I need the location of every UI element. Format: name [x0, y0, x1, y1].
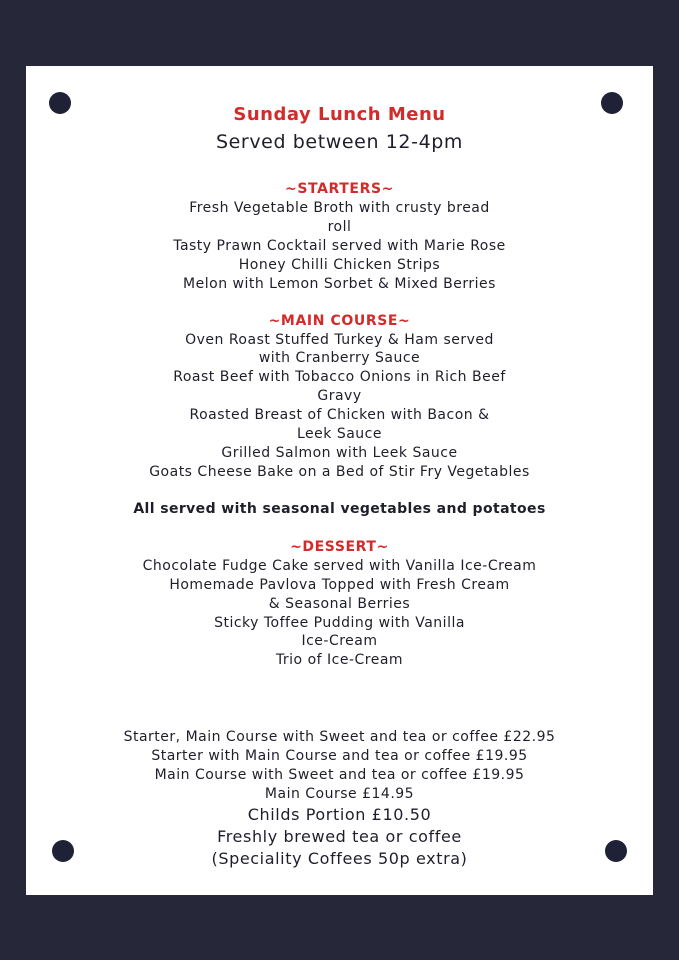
menu-line: Honey Chilli Chicken Strips: [238, 256, 441, 273]
tea-coffee-note: Freshly brewed tea or coffee: [217, 826, 462, 846]
menu-line: Sticky Toffee Pudding with Vanilla: [214, 614, 465, 631]
price-line: Main Course £14.95: [264, 785, 415, 802]
speciality-coffee-note: (Speciality Coffees 50p extra): [211, 848, 468, 868]
menu-line: Goats Cheese Bake on a Bed of Stir Fry Vegetables: [149, 463, 530, 480]
menu-line: Trio of Ice-Cream: [275, 652, 404, 669]
menu-line: Oven Roast Stuffed Turkey & Ham served: [185, 331, 494, 348]
menu-line: & Seasonal Berries: [268, 595, 411, 612]
menu-line: roll: [327, 218, 352, 235]
menu-line: Tasty Prawn Cocktail served with Marie Rose: [173, 237, 506, 254]
price-line: Starter, Main Course with Sweet and tea or coffee £22.95: [123, 729, 556, 746]
dessert-heading: ~DESSERT~: [290, 538, 389, 555]
price-line: Main Course with Sweet and tea or coffee £19.95: [154, 767, 525, 784]
childs-portion-price: Childs Portion £10.50: [247, 804, 432, 824]
menu-line: Leek Sauce: [297, 426, 382, 443]
menu-line: with Cranberry Sauce: [258, 350, 421, 367]
menu-line: Gravy: [317, 388, 362, 405]
main-course-heading: ~MAIN COURSE~: [268, 312, 411, 329]
menu-line: Chocolate Fudge Cake served with Vanilla Ice-Cream: [142, 557, 537, 574]
menu-line: Melon with Lemon Sorbet & Mixed Berries: [183, 275, 496, 292]
menu-line: Grilled Salmon with Leek Sauce: [221, 444, 458, 461]
price-line: Starter with Main Course and tea or coffee £19.95: [151, 748, 528, 765]
menu-title: Sunday Lunch Menu: [233, 104, 446, 125]
menu-subtitle: Served between 12-4pm: [215, 131, 464, 153]
menu-line: Ice-Cream: [301, 633, 378, 650]
menu-line: Fresh Vegetable Broth with crusty bread: [189, 200, 490, 216]
menu-content: [26, 102, 653, 870]
menu-line: Roasted Breast of Chicken with Bacon &: [189, 407, 490, 424]
menu-line: Homemade Pavlova Topped with Fresh Cream: [169, 576, 510, 593]
menu-sheet: [26, 66, 653, 895]
starters-heading: ~STARTERS~: [285, 181, 394, 197]
served-with-note: All served with seasonal vegetables and potatoes: [133, 500, 546, 517]
menu-line: Roast Beef with Tobacco Onions in Rich Beef: [173, 369, 506, 386]
